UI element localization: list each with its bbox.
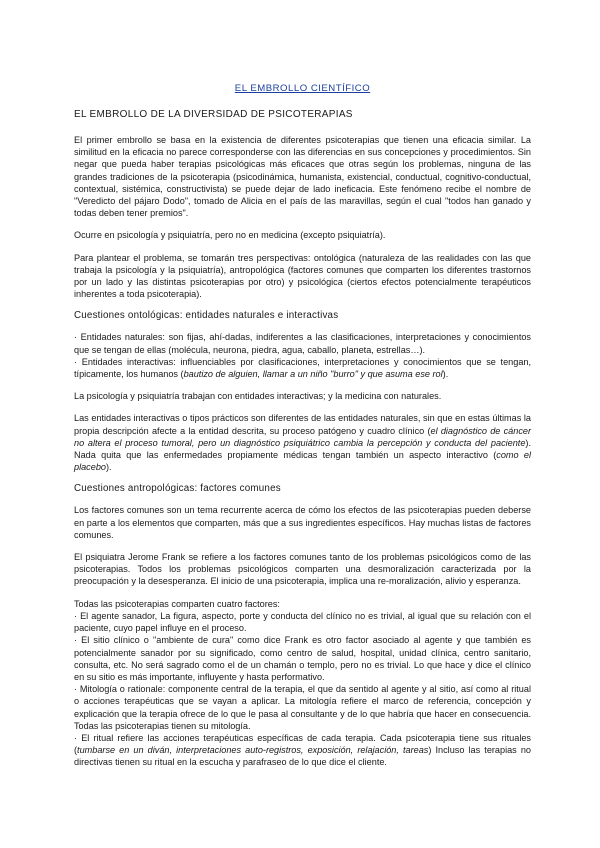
paragraph-common-factors: Los factores comunes son un tema recurrente acerca de cómo los efectos de las psicoterapias pueden deberse en parte a los elementos que comparten, más que a sus ingredientes específicos. Hay muchas listas de factores comunes. — [74, 505, 531, 540]
italic-run: tumbarse en un diván, interpretaciones auto-registros, exposición, relajación, tareas — [77, 745, 429, 756]
list-item-ritual — [74, 732, 531, 769]
paragraph-perspectives: Para plantear el problema, se tomarán tres perspectivas: ontológica (naturaleza de las realidades con las que trabaja la psicología y la psiquiatría), antropológica (factores comunes que comparten los diferentes trastornos por un lado y las distintas psicoterapias por otro) y psicológica (ciertos efectos potencialmente terapéuticos inherentes a toda psicoterapia). — [74, 252, 531, 300]
italic-run: bautizo de alguien, llamar a un niño "burro" y que asuma ese rol — [183, 369, 443, 380]
paragraph-medicine-note: Ocurre en psicología y psiquiatría, pero no en medicina (excepto psiquiatría). — [74, 230, 386, 241]
paragraph-natural-entities: · Entidades naturales: son fijas, ahí-dadas, indiferentes a las clasificaciones, interpretaciones y conocimientos que se tengan de ellas (molécula, neurona, piedra, agua, caballo, planeta, estrellas…). — [74, 332, 531, 355]
italic-run: el diagnóstico de cáncer no altera el proceso tumoral, pero un diagnóstico psiquiátrico cambia la percepción y conducta del paciente — [74, 425, 531, 448]
document-title: EL EMBROLLO CIENTÍFICO — [234, 83, 371, 94]
italic-run: como el placebo — [74, 450, 531, 473]
text-run: Las entidades interactivas o tipos prácticos son diferentes de las entidades naturales, sin que en estas últimas la propia descripción afecte a la entidad descrita, su proceso patógeno y cuadro clínico ( — [74, 413, 531, 436]
document-subtitle: EL EMBROLLO DE LA DIVERSIDAD DE PSICOTERAPIAS — [74, 109, 353, 120]
paragraph-jerome-frank: El psiquiatra Jerome Frank se refiere a los factores comunes tanto de los problemas psicológicos como de las psicoterapias. Todos los problemas psicológicos comparten una desmoralización caracterizada por la preocupación y la desesperanza. El inicio de una psicoterapia, implica una re-moralización, alivio y esperanza. — [74, 552, 531, 587]
list-item-mythology: · Mitología o rationale: componente central de la terapia, el que da sentido al agente y al sitio, así como al ritual o acciones terapéuticas que se vayan a aplicar. La mitología refiere el marco de referencia, concepción y explicación que la terapia ofrece de lo que le pasa al consultante y de lo que habría que hacer en consecuencia. Todas las psicoterapias tienen su mitología. — [74, 684, 531, 731]
text-run: · Entidades interactivas: influenciables por clasificaciones, interpretaciones y conocimientos que se tengan, típicamente, los humanos ( — [74, 356, 531, 380]
heading-anthropological: Cuestiones antropológicas: factores comunes — [74, 483, 281, 495]
list-item-agent: · El agente sanador, La figura, aspecto, porte y conducta del clínico no es trivial, al igual que su relación con el paciente, cuyo papel influye en el proceso. — [74, 610, 531, 634]
heading-ontological: Cuestiones ontológicas: entidades naturales e interactivas — [74, 310, 339, 322]
paragraph-practical-types — [74, 412, 531, 473]
paragraph-four-factors: Todas las psicoterapias comparten cuatro factores: — [74, 598, 280, 609]
paragraph-interactive-entities — [74, 356, 531, 380]
text-run: ). Nada quita que las enfermedades propiamente médicas tengan también un aspecto interactivo ( — [74, 437, 531, 461]
text-run: ). — [105, 462, 112, 473]
text-run: · El ritual refiere las acciones terapéuticas específicas de cada terapia. Cada psicoterapia tiene sus rituales ( — [74, 732, 531, 756]
list-item-site: · El sitio clínico o "ambiente de cura" como dice Frank es otro factor asociado al agente y que también es potencialmente sanador por su significado, como centro de salud, hospital, unidad clínica, centro sanitario, consulta, etc. No será sagrado como el de un chamán o templo, pero no es trivial. Lo que hace y dice el clínico en su sitio es más importante, influyente y hasta performativo. — [74, 635, 531, 682]
text-run: ) Incluso las terapias no directivas tienen su ritual en la escucha y parafraseo de lo que dice el cliente. — [74, 745, 531, 768]
text-run: ). — [442, 369, 449, 380]
paragraph-entities-summary: La psicología y psiquiatría trabajan con entidades interactivas; y la medicina con naturales. — [74, 391, 442, 402]
paragraph-intro: El primer embrollo se basa en la existencia de diferentes psicoterapias que tienen una eficacia similar. La similitud en la eficacia no parece corresponderse con las diferencias en sus concepciones y procedimientos. Sin negar que pueda haber terapias psicológicas más eficaces que otras según los problemas, ninguna de las grandes tradiciones de la psicoterapia (psicodinámica, humanista, existencial, conductual, cognitivo-conductual, contextual, sistémica, constructivista) se puede dejar de lado ineficacia. Este fenómeno recibe el nombre de "Veredicto del pájaro Dodo", tomado de Alicia en el país de las maravillas, según el cual "todos han ganado y todas deben tener premios". — [74, 135, 531, 219]
